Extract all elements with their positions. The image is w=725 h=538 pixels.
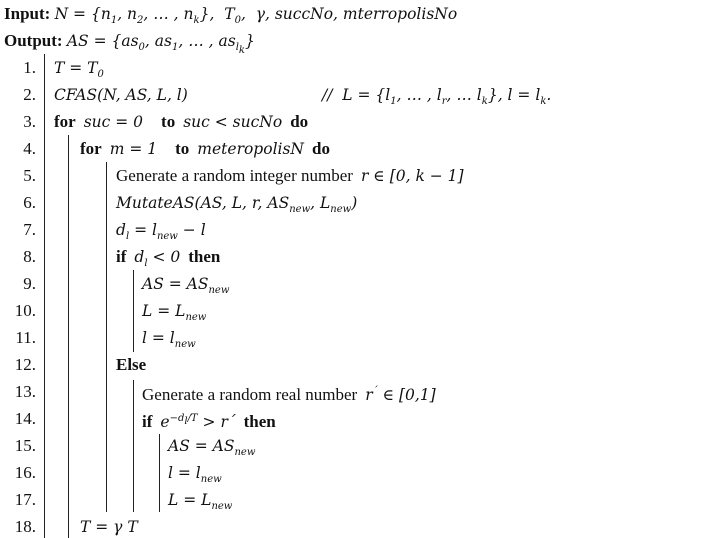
line-number: 17. bbox=[14, 490, 36, 509]
line-number: 1. bbox=[23, 58, 36, 77]
statement-math: m = 1 bbox=[109, 140, 158, 158]
line-number: 16. bbox=[14, 463, 36, 482]
keyword: do bbox=[312, 139, 330, 158]
line-number: 18. bbox=[14, 517, 36, 536]
block-bar-if-inner bbox=[159, 434, 160, 512]
statement-math: $L = L_{new}$ bbox=[168, 491, 233, 513]
line-number: 5. bbox=[23, 166, 36, 185]
statement-math: MutateAS(AS, L, r, $AS_{new}$, $L_{new}$) bbox=[116, 194, 358, 216]
keyword: if bbox=[116, 247, 127, 266]
algorithm-line bbox=[168, 489, 232, 511]
line-number: 8. bbox=[23, 247, 36, 266]
output-label: Output: bbox=[4, 31, 63, 50]
statement-math: $l = l_{new}$ bbox=[168, 464, 222, 486]
algorithm-line bbox=[168, 462, 222, 484]
algorithm-line bbox=[142, 273, 229, 295]
line-number: 11. bbox=[15, 328, 36, 347]
line-number: 9. bbox=[23, 274, 36, 293]
keyword: then bbox=[243, 412, 276, 432]
line-comment: // $L = \{l_1$, … , $l_r$, … $l_k$}, $l = l_k$. bbox=[322, 86, 552, 108]
keyword: to bbox=[161, 112, 176, 131]
line-number: 6. bbox=[23, 193, 36, 212]
algorithm-line bbox=[142, 408, 276, 430]
keyword: then bbox=[188, 247, 221, 266]
algorithm-line bbox=[142, 327, 196, 349]
statement-math: $e^{-d_l/T}$ > r´ bbox=[160, 413, 236, 432]
block-bar-else bbox=[133, 380, 134, 512]
statement-math: $L = L_{new}$ bbox=[142, 302, 207, 324]
statement-math: r ∈ [0, k − 1] bbox=[360, 167, 464, 185]
keyword: for bbox=[80, 139, 102, 158]
block-bar-if bbox=[133, 270, 134, 352]
algorithm-line bbox=[116, 354, 154, 376]
line-number: 14. bbox=[14, 409, 36, 428]
algorithm-line bbox=[54, 84, 552, 108]
line-number: 7. bbox=[23, 220, 36, 239]
input-label: Input: bbox=[4, 4, 51, 23]
statement-math: suc < sucNo bbox=[183, 113, 283, 131]
statement-math: suc = 0 bbox=[83, 113, 144, 131]
statement-text: Generate a random integer number bbox=[116, 166, 353, 185]
block-bar-for-suc bbox=[68, 135, 69, 538]
statement-math: $l = l_{new}$ bbox=[142, 329, 196, 351]
line-number: 12. bbox=[14, 355, 36, 374]
algorithm-line bbox=[54, 57, 104, 79]
algorithm-line bbox=[142, 381, 436, 403]
algorithm-line bbox=[168, 435, 255, 457]
line-number: 10. bbox=[14, 301, 36, 320]
keyword: to bbox=[175, 139, 190, 158]
line-number: 13. bbox=[14, 382, 36, 401]
keyword: for bbox=[54, 112, 76, 131]
input-line bbox=[4, 4, 457, 31]
algorithm-line bbox=[80, 516, 138, 538]
statement-math: T = γ T bbox=[80, 518, 138, 536]
line-number: 3. bbox=[23, 112, 36, 131]
keyword: Else bbox=[116, 355, 147, 374]
block-bar-main bbox=[44, 54, 45, 538]
statement-math: $d_l = l_{new} - l$ bbox=[116, 221, 206, 243]
block-bar-for-m bbox=[106, 162, 107, 512]
line-number: 15. bbox=[14, 436, 36, 455]
statement-text: Generate a random real number bbox=[142, 385, 358, 405]
algorithm-line bbox=[80, 138, 330, 160]
input-text: $N = \{n_1$, $n_2$, … , $n_k$}, $T_0$, γ, succNo, mterropolisNo bbox=[54, 5, 458, 27]
statement-math: CFAS(N, AS, L, l) bbox=[54, 86, 188, 104]
statement-math: r´ ∈ [0,1] bbox=[365, 386, 436, 405]
statement-math: AS = $AS_{new}$ bbox=[142, 275, 230, 297]
algorithm-line bbox=[142, 300, 206, 322]
statement-math: meteropolisN bbox=[197, 140, 304, 158]
algorithm-line bbox=[116, 219, 206, 241]
statement-math: AS = $AS_{new}$ bbox=[168, 437, 256, 459]
output-text: AS = {$as_0$, $as_1$, … , $as_{l_k}$} bbox=[66, 32, 255, 57]
algorithm-line bbox=[54, 111, 308, 133]
statement-math: $d_l < 0$ bbox=[134, 248, 181, 270]
algorithm-line bbox=[116, 165, 464, 187]
keyword: if bbox=[142, 412, 153, 432]
algorithm-line bbox=[116, 192, 357, 214]
line-number: 2. bbox=[23, 85, 36, 104]
output-line bbox=[4, 31, 255, 61]
statement-math: $T = T_0$ bbox=[54, 59, 104, 81]
algorithm-line bbox=[116, 246, 220, 268]
keyword: do bbox=[290, 112, 309, 131]
line-number: 4. bbox=[23, 139, 36, 158]
